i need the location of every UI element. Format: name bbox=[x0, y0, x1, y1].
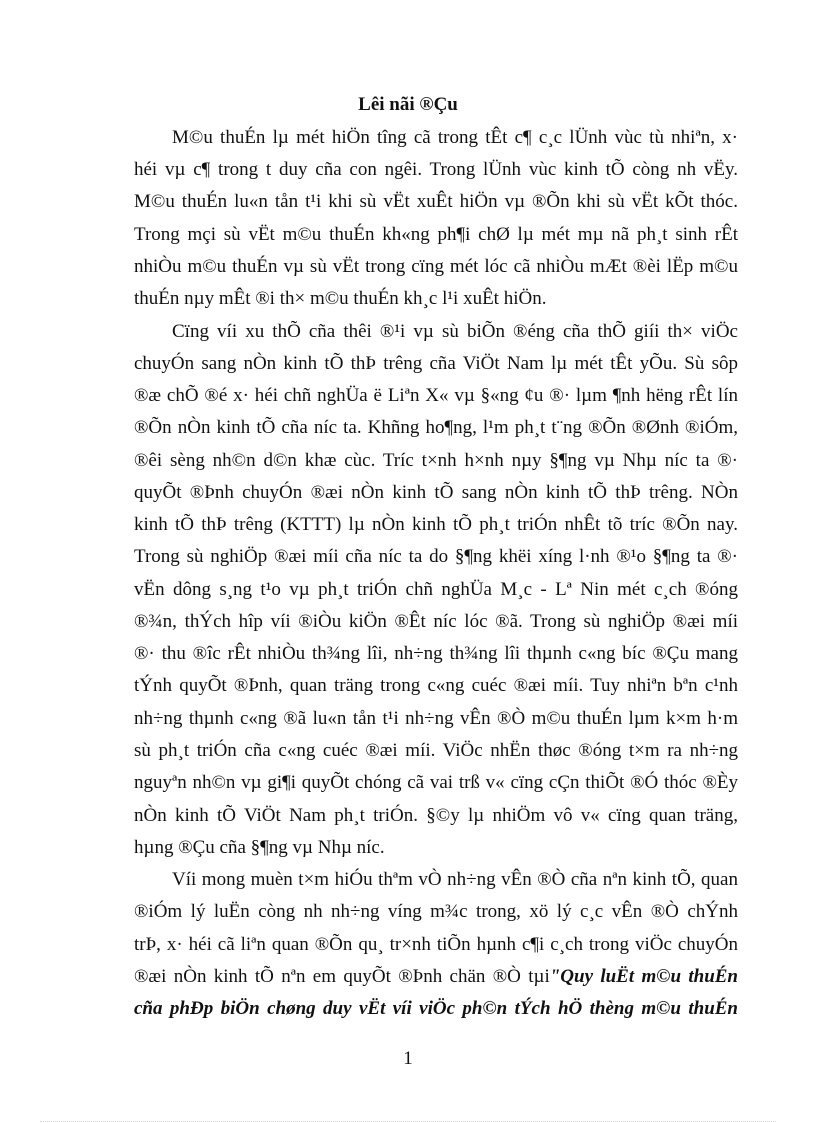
text-line: tÝnh quyÕt ®Þnh, quan träng trong c«ng cuéc ®æi míi. Tuy nhiªn bªn c¹nh bbox=[134, 675, 738, 696]
text-line bbox=[134, 961, 738, 993]
text-line: ®iÓm lý luËn còng nh nh÷ng víng m¾c trong, xö lý c¸c vÊn ®Ò chÝnh bbox=[134, 901, 738, 922]
text-line: Trong mçi sù vËt m©u thuÉn kh«ng ph¶i chØ lµ mét mµ nã ph¸t sinh rÊt bbox=[134, 224, 738, 245]
text-line: vËn dông s¸ng t¹o vµ ph¸t triÓn chñ nghÜa M¸c - Lª Nin mét c¸ch ®óng bbox=[134, 579, 738, 600]
text-line: nh÷ng thµnh c«ng ®ã lu«n tån t¹i nh÷ng vÊn ®Ò m©u thuÉn lµm k×m h·m bbox=[134, 708, 738, 729]
page-number: 1 bbox=[403, 1048, 413, 1069]
text-line: Trong sù nghiÖp ®æi míi cña níc ta do §¶ng khëi xíng l·nh ®¹o §¶ng ta ®· bbox=[134, 546, 738, 567]
page-bottom-divider bbox=[40, 1121, 776, 1122]
topic-title-part: "Quy luËt m©u thuÉn bbox=[549, 966, 738, 987]
text-line: sù ph¸t triÓn cña c«ng cuéc ®æi míi. ViÖc nhËn thøc ®óng t×m ra nh÷ng bbox=[134, 740, 738, 761]
text-line: kinh tÕ thÞ trêng (KTTT) lµ nÒn kinh tÕ ph¸t triÓn nhÊt tõ tríc ®Õn nay. bbox=[134, 514, 738, 535]
page-title: Lêi nãi ®Çu bbox=[358, 94, 458, 115]
text-line: ®æ chÕ ®é x· héi chñ nghÜa ë Liªn X« vµ §«ng ¢u ®· lµm ¶nh hëng rÊt lín bbox=[134, 385, 738, 406]
text-line: ®· thu ®îc rÊt nhiÒu th¾ng lîi, nh÷ng th¾ng lîi thµnh c«ng bíc ®Çu mang bbox=[134, 643, 738, 664]
text-line: M©u thuÉn lµ mét hiÖn tîng cã trong tÊt c¶ c¸c lÜnh vùc tù nhiªn, x· bbox=[172, 127, 738, 148]
text-segment: ®æi nÒn kinh tÕ nªn em quyÕt ®Þnh chän ®Ò tµi bbox=[134, 966, 550, 987]
text-line: ®¾n, thÝch hîp víi ®iÒu kiÖn ®Êt níc lóc ®ã. Trong sù nghiÖp ®æi míi bbox=[134, 611, 738, 632]
text-line: M©u thuÉn lu«n tån t¹i khi sù vËt xuÊt hiÖn vµ ®Õn khi sù vËt kÕt thóc. bbox=[134, 191, 738, 212]
text-line: chuyÓn sang nÒn kinh tÕ thÞ trêng cña ViÖt Nam lµ mét tÊt yÕu. Sù sôp bbox=[134, 353, 738, 374]
text-line: thuÉn nµy mÊt ®i th× m©u thuÉn kh¸c l¹i xuÊt hiÖn. bbox=[134, 288, 547, 309]
text-line: ®êi sèng nh©n d©n khæ cùc. Tríc t×nh h×nh nµy §¶ng vµ Nhµ níc ta ®· bbox=[134, 450, 738, 471]
text-line: hµng ®Çu cña §¶ng vµ Nhµ níc. bbox=[134, 837, 385, 858]
text-line: trÞ, x· héi cã liªn quan ®Õn qu¸ tr×nh tiÕn hµnh c¶i c¸ch trong viÖc chuyÓn bbox=[134, 934, 738, 955]
text-line: nhiÒu m©u thuÉn vµ sù vËt trong cïng mét lóc cã nhiÒu mÆt ®èi lËp m©u bbox=[134, 256, 738, 277]
text-line: nguyªn nh©n vµ gi¶i quyÕt chóng cã vai trß v« cïng cÇn thiÕt ®Ó thóc ®Èy bbox=[134, 772, 738, 793]
text-line: héi vµ c¶ trong t duy cña con ngêi. Trong lÜnh vùc kinh tÕ còng nh vËy. bbox=[134, 159, 738, 180]
text-line: quyÕt ®Þnh chuyÓn ®æi nÒn kinh tÕ sang nÒn kinh tÕ thÞ trêng. NÒn bbox=[134, 482, 738, 503]
text-line: ®Õn nÒn kinh tÕ cña níc ta. Khñng ho¶ng, l¹m ph¸t t¨ng ®Õn ®Ønh ®iÓm, bbox=[134, 417, 738, 438]
topic-title-line: cña phÐp biÖn chøng duy vËt víi viÖc ph©n tÝch hÖ thèng m©u thuÉn bbox=[134, 998, 738, 1019]
text-line: nÒn kinh tÕ ViÖt Nam ph¸t triÓn. §©y lµ nhiÖm vô v« cïng quan träng, bbox=[134, 805, 738, 826]
text-line: Víi mong muèn t×m hiÓu thªm vÒ nh÷ng vÊn ®Ò cña nªn kinh tÕ, quan bbox=[172, 869, 738, 890]
text-line: Cïng víi xu thÕ cña thêi ®¹i vµ sù biÕn ®éng cña thÕ giíi th× viÖc bbox=[172, 321, 738, 342]
